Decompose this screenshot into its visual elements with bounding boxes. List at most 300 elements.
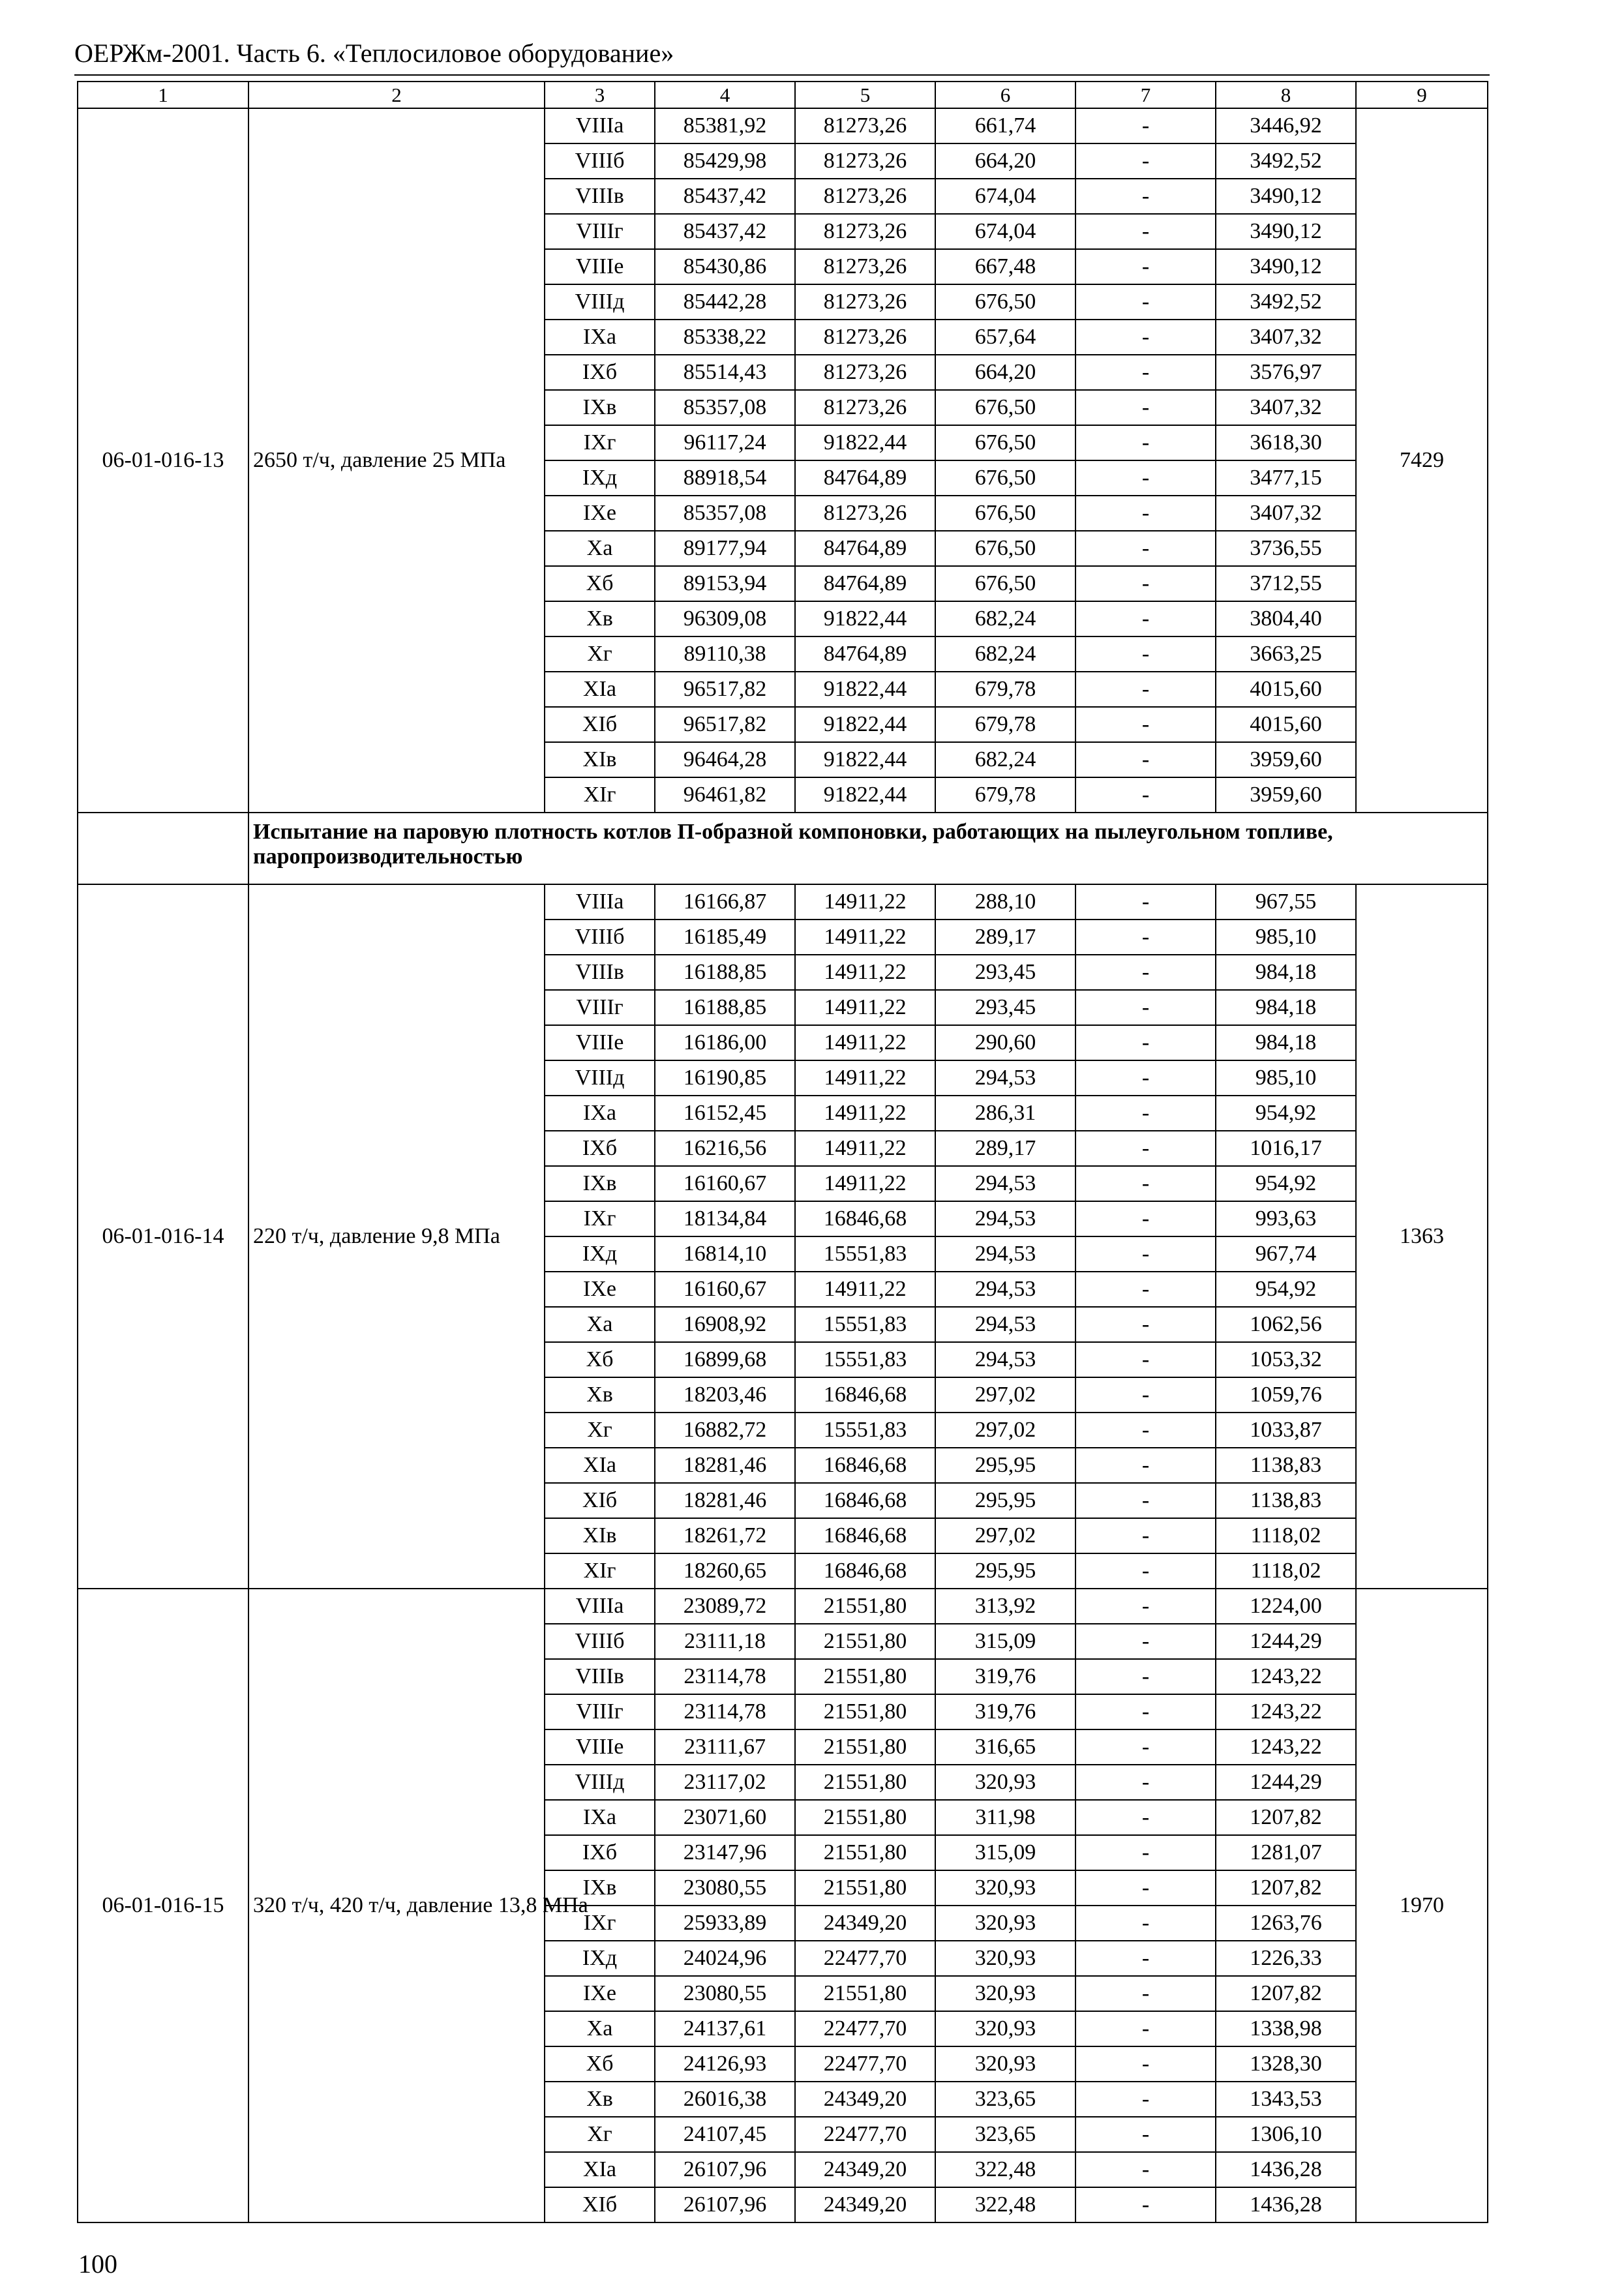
- salary-cell: 22477,70: [795, 1941, 935, 1976]
- category-cell: XIг: [545, 777, 655, 813]
- total-cost-cell: 85381,92: [655, 108, 795, 143]
- salary-cell: 14911,22: [795, 990, 935, 1025]
- category-cell: IXе: [545, 1272, 655, 1307]
- salary-cell: 14911,22: [795, 1131, 935, 1166]
- driver-salary-cell: -: [1075, 284, 1216, 320]
- materials-cell: 1243,22: [1216, 1694, 1356, 1729]
- category-cell: Xб: [545, 566, 655, 601]
- category-cell: Xг: [545, 1413, 655, 1448]
- materials-cell: 3490,12: [1216, 179, 1356, 214]
- machine-cost-cell: 315,09: [935, 1835, 1075, 1870]
- driver-salary-cell: -: [1075, 2152, 1216, 2187]
- materials-cell: 3446,92: [1216, 108, 1356, 143]
- category-cell: Xв: [545, 1377, 655, 1413]
- total-cost-cell: 16814,10: [655, 1236, 795, 1272]
- salary-cell: 21551,80: [795, 1659, 935, 1694]
- category-cell: VIIIв: [545, 179, 655, 214]
- driver-salary-cell: -: [1075, 1694, 1216, 1729]
- total-cost-cell: 18260,65: [655, 1553, 795, 1589]
- category-cell: VIIIд: [545, 284, 655, 320]
- total-cost-cell: 23089,72: [655, 1589, 795, 1624]
- category-cell: IXд: [545, 1941, 655, 1976]
- machine-cost-cell: 679,78: [935, 707, 1075, 742]
- salary-cell: 22477,70: [795, 2046, 935, 2082]
- materials-cell: 1118,02: [1216, 1553, 1356, 1589]
- total-cost-cell: 26107,96: [655, 2187, 795, 2222]
- salary-cell: 16846,68: [795, 1201, 935, 1236]
- machine-cost-cell: 323,65: [935, 2082, 1075, 2117]
- salary-cell: 15551,83: [795, 1307, 935, 1342]
- category-cell: IXа: [545, 1800, 655, 1835]
- materials-cell: 1338,98: [1216, 2011, 1356, 2046]
- machine-cost-cell: 682,24: [935, 636, 1075, 672]
- category-cell: IXв: [545, 1166, 655, 1201]
- driver-salary-cell: -: [1075, 2187, 1216, 2222]
- total-cost-cell: 16185,49: [655, 920, 795, 955]
- total-cost-cell: 96464,28: [655, 742, 795, 777]
- machine-cost-cell: 667,48: [935, 249, 1075, 284]
- section-spacer-cell: [78, 813, 248, 884]
- salary-cell: 81273,26: [795, 108, 935, 143]
- driver-salary-cell: -: [1075, 955, 1216, 990]
- labor-cost-cell: 1970: [1356, 1589, 1488, 2222]
- machine-cost-cell: 320,93: [935, 1941, 1075, 1976]
- category-cell: VIIIе: [545, 1729, 655, 1765]
- driver-salary-cell: -: [1075, 1659, 1216, 1694]
- materials-cell: 1281,07: [1216, 1835, 1356, 1870]
- machine-cost-cell: 295,95: [935, 1448, 1075, 1483]
- driver-salary-cell: -: [1075, 777, 1216, 813]
- salary-cell: 21551,80: [795, 1976, 935, 2011]
- driver-salary-cell: -: [1075, 1729, 1216, 1765]
- materials-cell: 1062,56: [1216, 1307, 1356, 1342]
- machine-cost-cell: 294,53: [935, 1201, 1075, 1236]
- total-cost-cell: 96309,08: [655, 601, 795, 636]
- salary-cell: 21551,80: [795, 1694, 935, 1729]
- category-cell: IXв: [545, 390, 655, 425]
- category-cell: IXб: [545, 355, 655, 390]
- salary-cell: 81273,26: [795, 249, 935, 284]
- driver-salary-cell: -: [1075, 320, 1216, 355]
- total-cost-cell: 85429,98: [655, 143, 795, 179]
- salary-cell: 14911,22: [795, 1272, 935, 1307]
- category-cell: XIа: [545, 2152, 655, 2187]
- machine-cost-cell: 679,78: [935, 672, 1075, 707]
- page-number: 100: [78, 2249, 117, 2279]
- machine-cost-cell: 664,20: [935, 143, 1075, 179]
- materials-cell: 1244,29: [1216, 1765, 1356, 1800]
- machine-cost-cell: 294,53: [935, 1307, 1075, 1342]
- total-cost-cell: 16899,68: [655, 1342, 795, 1377]
- category-cell: Xа: [545, 2011, 655, 2046]
- salary-cell: 24349,20: [795, 1906, 935, 1941]
- salary-cell: 21551,80: [795, 1835, 935, 1870]
- driver-salary-cell: -: [1075, 1096, 1216, 1131]
- section-heading: Испытание на паровую плотность котлов П-образной компоновки, работающих на пылеугольном топливе, паропроизводительностью: [248, 813, 1488, 884]
- category-cell: VIIIв: [545, 955, 655, 990]
- materials-cell: 954,92: [1216, 1096, 1356, 1131]
- section-heading-row: [78, 813, 1488, 884]
- column-number: 8: [1216, 82, 1356, 108]
- machine-cost-cell: 319,76: [935, 1659, 1075, 1694]
- materials-cell: 3804,40: [1216, 601, 1356, 636]
- column-number-row: [78, 82, 1488, 108]
- materials-cell: 1224,00: [1216, 1589, 1356, 1624]
- total-cost-cell: 23114,78: [655, 1659, 795, 1694]
- total-cost-cell: 26016,38: [655, 2082, 795, 2117]
- machine-cost-cell: 320,93: [935, 2046, 1075, 2082]
- materials-cell: 3736,55: [1216, 531, 1356, 566]
- materials-cell: 954,92: [1216, 1166, 1356, 1201]
- salary-cell: 21551,80: [795, 1765, 935, 1800]
- total-cost-cell: 16190,85: [655, 1060, 795, 1096]
- machine-cost-cell: 286,31: [935, 1096, 1075, 1131]
- materials-cell: 3576,97: [1216, 355, 1356, 390]
- rate-name: 220 т/ч, давление 9,8 МПа: [248, 884, 545, 1589]
- machine-cost-cell: 676,50: [935, 566, 1075, 601]
- category-cell: Xв: [545, 601, 655, 636]
- category-cell: VIIIб: [545, 1624, 655, 1659]
- category-cell: XIв: [545, 742, 655, 777]
- machine-cost-cell: 315,09: [935, 1624, 1075, 1659]
- driver-salary-cell: -: [1075, 143, 1216, 179]
- driver-salary-cell: -: [1075, 108, 1216, 143]
- total-cost-cell: 23080,55: [655, 1976, 795, 2011]
- driver-salary-cell: -: [1075, 990, 1216, 1025]
- materials-cell: 3959,60: [1216, 777, 1356, 813]
- salary-cell: 81273,26: [795, 179, 935, 214]
- total-cost-cell: 16216,56: [655, 1131, 795, 1166]
- total-cost-cell: 24107,45: [655, 2117, 795, 2152]
- machine-cost-cell: 289,17: [935, 920, 1075, 955]
- machine-cost-cell: 676,50: [935, 425, 1075, 460]
- total-cost-cell: 16882,72: [655, 1413, 795, 1448]
- driver-salary-cell: -: [1075, 1377, 1216, 1413]
- total-cost-cell: 18203,46: [655, 1377, 795, 1413]
- driver-salary-cell: -: [1075, 1272, 1216, 1307]
- category-cell: XIб: [545, 707, 655, 742]
- salary-cell: 91822,44: [795, 601, 935, 636]
- machine-cost-cell: 682,24: [935, 601, 1075, 636]
- machine-cost-cell: 676,50: [935, 284, 1075, 320]
- driver-salary-cell: -: [1075, 1060, 1216, 1096]
- salary-cell: 84764,89: [795, 566, 935, 601]
- salary-cell: 14911,22: [795, 955, 935, 990]
- machine-cost-cell: 294,53: [935, 1236, 1075, 1272]
- column-number: 2: [248, 82, 545, 108]
- category-cell: IXе: [545, 1976, 655, 2011]
- total-cost-cell: 96461,82: [655, 777, 795, 813]
- driver-salary-cell: -: [1075, 1166, 1216, 1201]
- machine-cost-cell: 661,74: [935, 108, 1075, 143]
- salary-cell: 22477,70: [795, 2011, 935, 2046]
- category-cell: VIIIб: [545, 143, 655, 179]
- category-cell: IXд: [545, 460, 655, 496]
- machine-cost-cell: 322,48: [935, 2152, 1075, 2187]
- column-number: 4: [655, 82, 795, 108]
- salary-cell: 14911,22: [795, 884, 935, 920]
- machine-cost-cell: 319,76: [935, 1694, 1075, 1729]
- total-cost-cell: 16186,00: [655, 1025, 795, 1060]
- category-cell: Xа: [545, 1307, 655, 1342]
- salary-cell: 81273,26: [795, 390, 935, 425]
- materials-cell: 1328,30: [1216, 2046, 1356, 2082]
- machine-cost-cell: 295,95: [935, 1553, 1075, 1589]
- category-cell: XIг: [545, 1553, 655, 1589]
- total-cost-cell: 89153,94: [655, 566, 795, 601]
- total-cost-cell: 85437,42: [655, 214, 795, 249]
- driver-salary-cell: -: [1075, 1025, 1216, 1060]
- materials-cell: 4015,60: [1216, 672, 1356, 707]
- driver-salary-cell: -: [1075, 636, 1216, 672]
- materials-cell: 1033,87: [1216, 1413, 1356, 1448]
- driver-salary-cell: -: [1075, 460, 1216, 496]
- category-cell: VIIIг: [545, 214, 655, 249]
- salary-cell: 81273,26: [795, 320, 935, 355]
- category-cell: XIв: [545, 1518, 655, 1553]
- machine-cost-cell: 323,65: [935, 2117, 1075, 2152]
- salary-cell: 81273,26: [795, 284, 935, 320]
- driver-salary-cell: -: [1075, 179, 1216, 214]
- machine-cost-cell: 674,04: [935, 179, 1075, 214]
- total-cost-cell: 96517,82: [655, 707, 795, 742]
- page-header-title: ОЕРЖм-2001. Часть 6. «Теплосиловое оборудование»: [74, 38, 674, 68]
- salary-cell: 15551,83: [795, 1342, 935, 1377]
- driver-salary-cell: -: [1075, 249, 1216, 284]
- column-number: 9: [1356, 82, 1488, 108]
- total-cost-cell: 96117,24: [655, 425, 795, 460]
- salary-cell: 81273,26: [795, 143, 935, 179]
- materials-cell: 3407,32: [1216, 390, 1356, 425]
- salary-cell: 91822,44: [795, 425, 935, 460]
- salary-cell: 21551,80: [795, 1729, 935, 1765]
- category-cell: IXд: [545, 1236, 655, 1272]
- category-cell: VIIIа: [545, 884, 655, 920]
- total-cost-cell: 88918,54: [655, 460, 795, 496]
- table-row: [78, 1589, 1488, 1624]
- total-cost-cell: 18261,72: [655, 1518, 795, 1553]
- salary-cell: 21551,80: [795, 1800, 935, 1835]
- salary-cell: 24349,20: [795, 2152, 935, 2187]
- machine-cost-cell: 322,48: [935, 2187, 1075, 2222]
- total-cost-cell: 85430,86: [655, 249, 795, 284]
- machine-cost-cell: 313,92: [935, 1589, 1075, 1624]
- machine-cost-cell: 657,64: [935, 320, 1075, 355]
- labor-cost-cell: 7429: [1356, 108, 1488, 813]
- category-cell: XIа: [545, 672, 655, 707]
- driver-salary-cell: -: [1075, 1941, 1216, 1976]
- salary-cell: 16846,68: [795, 1553, 935, 1589]
- materials-cell: 3407,32: [1216, 320, 1356, 355]
- salary-cell: 24349,20: [795, 2187, 935, 2222]
- rate-name: 2650 т/ч, давление 25 МПа: [248, 108, 545, 813]
- driver-salary-cell: -: [1075, 920, 1216, 955]
- materials-cell: 984,18: [1216, 990, 1356, 1025]
- driver-salary-cell: -: [1075, 1765, 1216, 1800]
- salary-cell: 81273,26: [795, 355, 935, 390]
- total-cost-cell: 23114,78: [655, 1694, 795, 1729]
- salary-cell: 24349,20: [795, 2082, 935, 2117]
- total-cost-cell: 85514,43: [655, 355, 795, 390]
- machine-cost-cell: 682,24: [935, 742, 1075, 777]
- materials-cell: 3663,25: [1216, 636, 1356, 672]
- machine-cost-cell: 320,93: [935, 1870, 1075, 1906]
- total-cost-cell: 85357,08: [655, 496, 795, 531]
- materials-cell: 3712,55: [1216, 566, 1356, 601]
- machine-cost-cell: 320,93: [935, 1976, 1075, 2011]
- total-cost-cell: 18134,84: [655, 1201, 795, 1236]
- column-number: 3: [545, 82, 655, 108]
- salary-cell: 14911,22: [795, 920, 935, 955]
- machine-cost-cell: 293,45: [935, 955, 1075, 990]
- column-number: 1: [78, 82, 248, 108]
- total-cost-cell: 23080,55: [655, 1870, 795, 1906]
- category-cell: VIIIа: [545, 108, 655, 143]
- rate-name: 320 т/ч, 420 т/ч, давление 13,8 МПа: [248, 1589, 545, 2222]
- category-cell: IXг: [545, 425, 655, 460]
- machine-cost-cell: 293,45: [935, 990, 1075, 1025]
- machine-cost-cell: 676,50: [935, 496, 1075, 531]
- category-cell: IXа: [545, 320, 655, 355]
- driver-salary-cell: -: [1075, 1518, 1216, 1553]
- total-cost-cell: 16908,92: [655, 1307, 795, 1342]
- machine-cost-cell: 320,93: [935, 1765, 1075, 1800]
- driver-salary-cell: -: [1075, 2011, 1216, 2046]
- salary-cell: 14911,22: [795, 1166, 935, 1201]
- driver-salary-cell: -: [1075, 1800, 1216, 1835]
- driver-salary-cell: -: [1075, 1870, 1216, 1906]
- materials-cell: 1016,17: [1216, 1131, 1356, 1166]
- driver-salary-cell: -: [1075, 707, 1216, 742]
- salary-cell: 21551,80: [795, 1589, 935, 1624]
- total-cost-cell: 26107,96: [655, 2152, 795, 2187]
- driver-salary-cell: -: [1075, 1413, 1216, 1448]
- materials-cell: 1226,33: [1216, 1941, 1356, 1976]
- materials-cell: 1207,82: [1216, 1976, 1356, 2011]
- total-cost-cell: 24126,93: [655, 2046, 795, 2082]
- rates-table: [77, 81, 1488, 2223]
- materials-cell: 3492,52: [1216, 284, 1356, 320]
- driver-salary-cell: -: [1075, 601, 1216, 636]
- category-cell: XIа: [545, 1448, 655, 1483]
- driver-salary-cell: -: [1075, 1835, 1216, 1870]
- materials-cell: 985,10: [1216, 920, 1356, 955]
- total-cost-cell: 16160,67: [655, 1166, 795, 1201]
- materials-cell: 3618,30: [1216, 425, 1356, 460]
- materials-cell: 3407,32: [1216, 496, 1356, 531]
- total-cost-cell: 16188,85: [655, 955, 795, 990]
- materials-cell: 1138,83: [1216, 1483, 1356, 1518]
- driver-salary-cell: -: [1075, 1906, 1216, 1941]
- materials-cell: 3490,12: [1216, 249, 1356, 284]
- driver-salary-cell: -: [1075, 1483, 1216, 1518]
- materials-cell: 1053,32: [1216, 1342, 1356, 1377]
- machine-cost-cell: 297,02: [935, 1413, 1075, 1448]
- salary-cell: 15551,83: [795, 1413, 935, 1448]
- salary-cell: 16846,68: [795, 1483, 935, 1518]
- category-cell: VIIIд: [545, 1060, 655, 1096]
- driver-salary-cell: -: [1075, 1589, 1216, 1624]
- machine-cost-cell: 676,50: [935, 531, 1075, 566]
- table-body: [78, 82, 1488, 2222]
- machine-cost-cell: 316,65: [935, 1729, 1075, 1765]
- total-cost-cell: 23071,60: [655, 1800, 795, 1835]
- salary-cell: 91822,44: [795, 777, 935, 813]
- category-cell: Xб: [545, 1342, 655, 1377]
- category-cell: VIIIг: [545, 1694, 655, 1729]
- salary-cell: 21551,80: [795, 1870, 935, 1906]
- materials-cell: 1436,28: [1216, 2187, 1356, 2222]
- salary-cell: 81273,26: [795, 214, 935, 249]
- salary-cell: 16846,68: [795, 1448, 935, 1483]
- materials-cell: 3477,15: [1216, 460, 1356, 496]
- driver-salary-cell: -: [1075, 1131, 1216, 1166]
- materials-cell: 984,18: [1216, 955, 1356, 990]
- machine-cost-cell: 297,02: [935, 1518, 1075, 1553]
- materials-cell: 967,74: [1216, 1236, 1356, 1272]
- category-cell: VIIIв: [545, 1659, 655, 1694]
- materials-cell: 1118,02: [1216, 1518, 1356, 1553]
- category-cell: VIIIб: [545, 920, 655, 955]
- driver-salary-cell: -: [1075, 1448, 1216, 1483]
- materials-cell: 1343,53: [1216, 2082, 1356, 2117]
- machine-cost-cell: 294,53: [935, 1342, 1075, 1377]
- driver-salary-cell: -: [1075, 214, 1216, 249]
- category-cell: Xг: [545, 636, 655, 672]
- total-cost-cell: 89110,38: [655, 636, 795, 672]
- machine-cost-cell: 294,53: [935, 1272, 1075, 1307]
- materials-cell: 3959,60: [1216, 742, 1356, 777]
- category-cell: Xб: [545, 2046, 655, 2082]
- machine-cost-cell: 295,95: [935, 1483, 1075, 1518]
- machine-cost-cell: 290,60: [935, 1025, 1075, 1060]
- salary-cell: 14911,22: [795, 1096, 935, 1131]
- machine-cost-cell: 676,50: [935, 460, 1075, 496]
- category-cell: Xв: [545, 2082, 655, 2117]
- driver-salary-cell: -: [1075, 355, 1216, 390]
- driver-salary-cell: -: [1075, 1624, 1216, 1659]
- category-cell: IXа: [545, 1096, 655, 1131]
- driver-salary-cell: -: [1075, 672, 1216, 707]
- salary-cell: 84764,89: [795, 636, 935, 672]
- driver-salary-cell: -: [1075, 390, 1216, 425]
- driver-salary-cell: -: [1075, 742, 1216, 777]
- salary-cell: 81273,26: [795, 496, 935, 531]
- driver-salary-cell: -: [1075, 1201, 1216, 1236]
- machine-cost-cell: 676,50: [935, 390, 1075, 425]
- rate-code: 06-01-016-15: [78, 1589, 248, 2222]
- header-rule: [74, 74, 1490, 76]
- machine-cost-cell: 288,10: [935, 884, 1075, 920]
- materials-cell: 985,10: [1216, 1060, 1356, 1096]
- total-cost-cell: 85442,28: [655, 284, 795, 320]
- table-row: [78, 884, 1488, 920]
- rate-code: 06-01-016-14: [78, 884, 248, 1589]
- salary-cell: 22477,70: [795, 2117, 935, 2152]
- materials-cell: 984,18: [1216, 1025, 1356, 1060]
- salary-cell: 91822,44: [795, 742, 935, 777]
- driver-salary-cell: -: [1075, 2082, 1216, 2117]
- total-cost-cell: 23111,18: [655, 1624, 795, 1659]
- materials-cell: 1306,10: [1216, 2117, 1356, 2152]
- salary-cell: 91822,44: [795, 707, 935, 742]
- driver-salary-cell: -: [1075, 496, 1216, 531]
- total-cost-cell: 18281,46: [655, 1483, 795, 1518]
- materials-cell: 3492,52: [1216, 143, 1356, 179]
- column-number: 5: [795, 82, 935, 108]
- total-cost-cell: 16152,45: [655, 1096, 795, 1131]
- materials-cell: 993,63: [1216, 1201, 1356, 1236]
